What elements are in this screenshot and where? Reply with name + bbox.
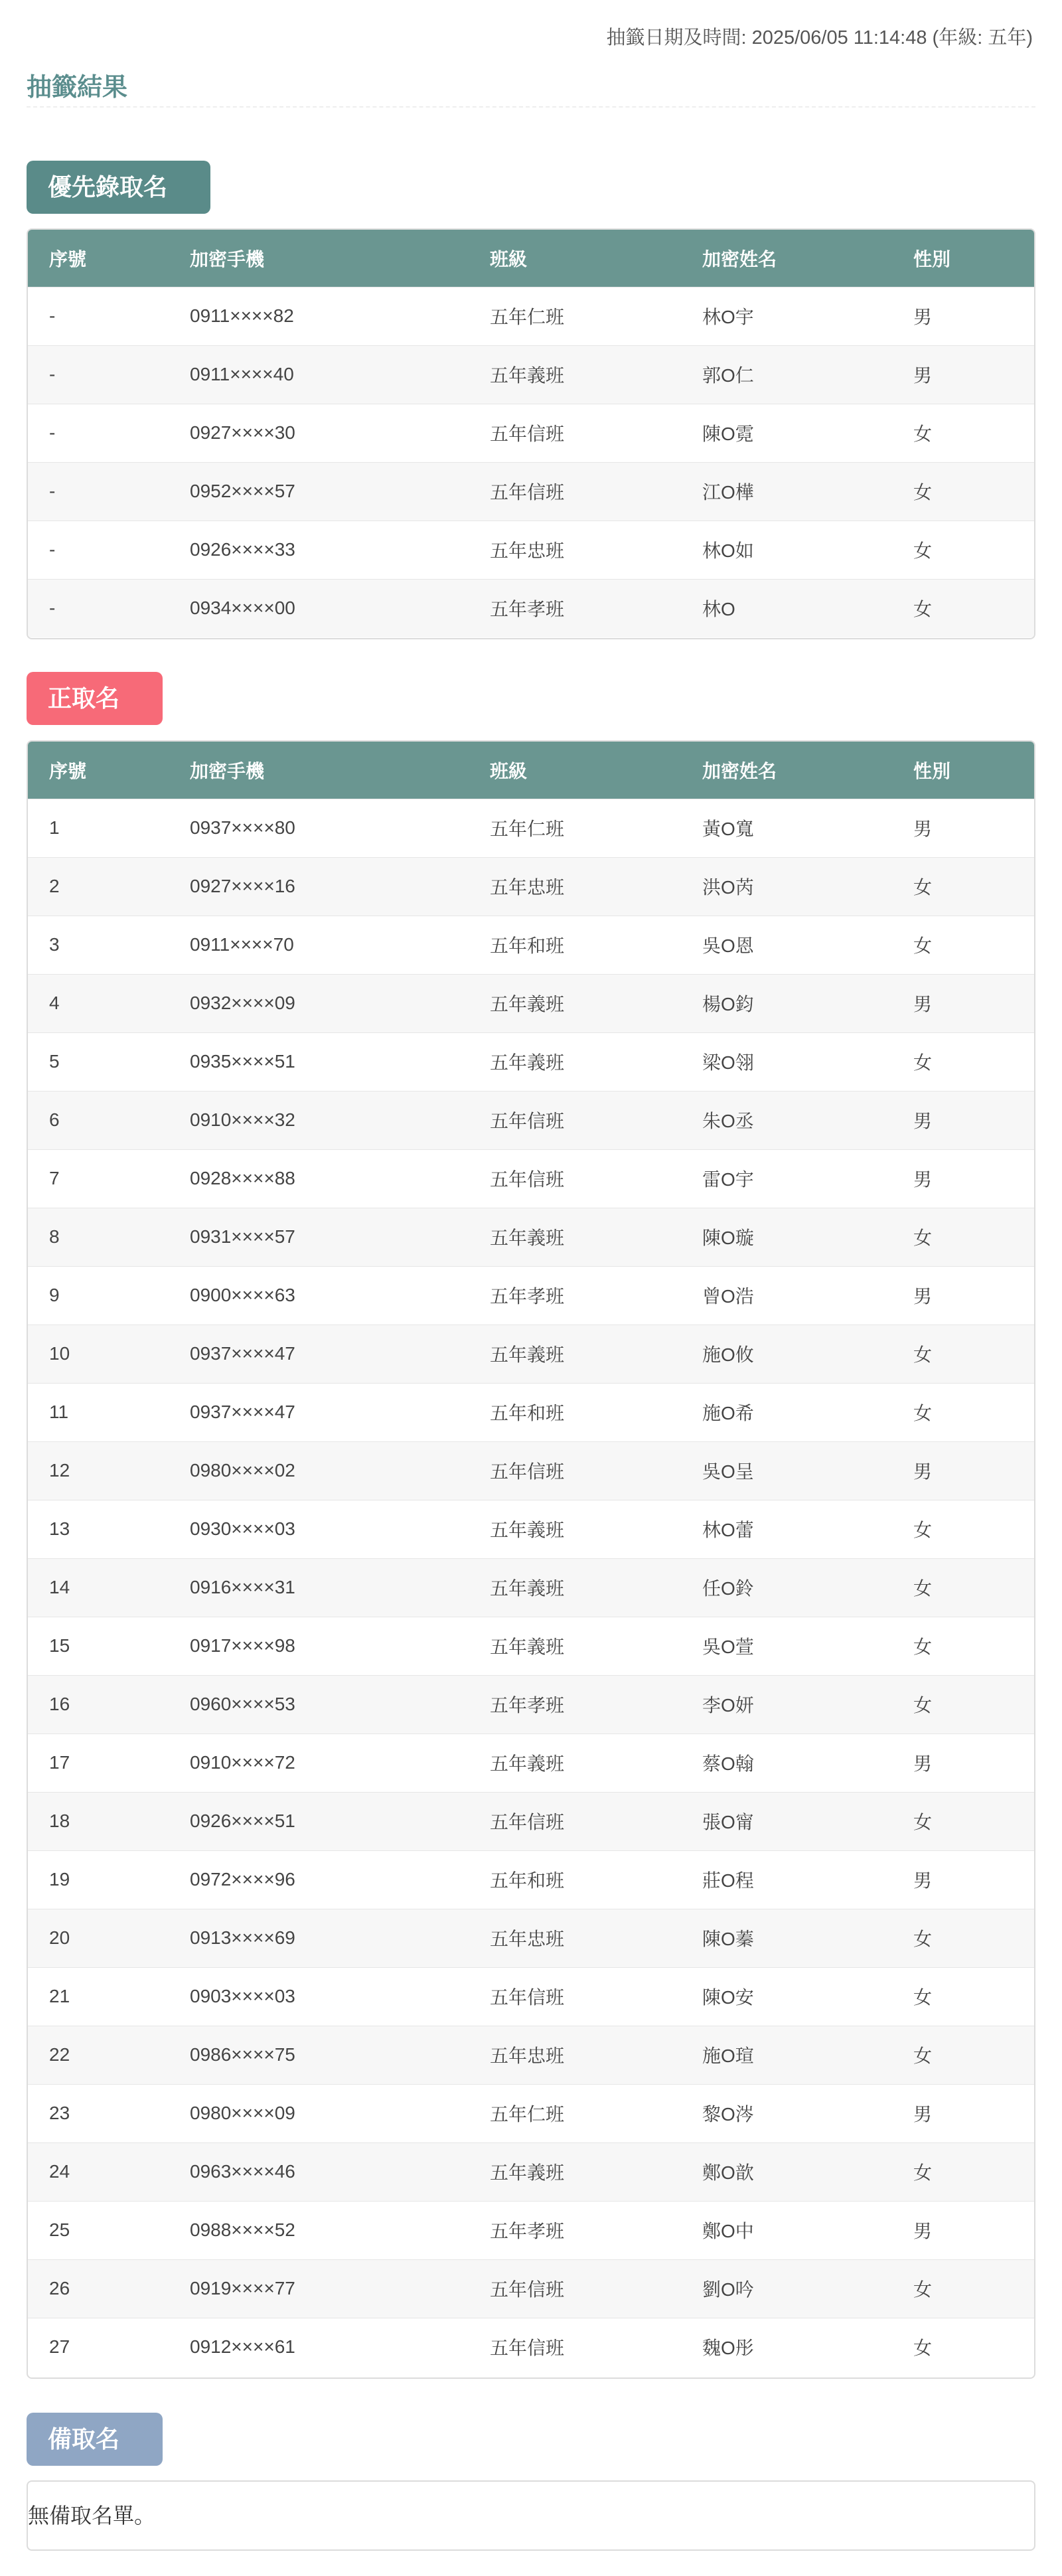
gender-cell: 男: [913, 1111, 933, 1131]
class-cell: 五年信班: [490, 1111, 565, 1131]
table-row: [28, 462, 1034, 521]
table-row: [28, 1909, 1034, 1967]
gender-cell: 女: [913, 599, 933, 620]
class-cell: 五年和班: [490, 935, 565, 956]
name-cell: 黃O寬: [702, 819, 754, 839]
priority-table-card: [27, 228, 1035, 639]
table-row: [28, 1733, 1034, 1792]
name-cell: 陳O霓: [702, 424, 754, 444]
number-cell: 1: [49, 817, 60, 838]
name-cell: 林O如: [702, 540, 754, 561]
gender-cell: 男: [913, 307, 933, 327]
number-cell: 5: [49, 1051, 60, 1072]
table-row: [28, 1208, 1034, 1266]
class-cell: 五年義班: [490, 1753, 565, 1774]
phone-cell: 0911××××40: [190, 364, 294, 384]
name-cell: 吳O恩: [702, 935, 754, 956]
gender-cell: 女: [913, 540, 933, 561]
phone-cell: 0935××××51: [190, 1051, 295, 1072]
class-cell: 五年信班: [490, 2338, 565, 2359]
table-row: [28, 2259, 1034, 2318]
number-cell: -: [49, 422, 56, 443]
phone-cell: 0931××××57: [190, 1226, 295, 1247]
class-cell: 五年忠班: [490, 2046, 565, 2066]
name-cell: 李O妍: [702, 1695, 754, 1716]
phone-cell: 0988××××52: [190, 2219, 295, 2240]
phone-cell: 0972××××96: [190, 1869, 295, 1890]
name-cell: 陳O安: [702, 1987, 754, 2008]
number-cell: 13: [49, 1518, 70, 1539]
gender-cell: 男: [913, 1286, 933, 1307]
class-cell: 五年義班: [490, 365, 565, 386]
table-row: [28, 1032, 1034, 1091]
class-cell: 五年和班: [490, 1403, 565, 1423]
phone-cell: 0916××××31: [190, 1577, 295, 1597]
admitted-list-label: 正取名: [27, 672, 163, 725]
class-cell: 五年孝班: [490, 599, 565, 620]
phone-cell: 0913××××69: [190, 1927, 295, 1948]
waitlist-label: 備取名單: [27, 2413, 163, 2466]
name-cell: 任O鈴: [702, 1578, 754, 1599]
class-cell: 五年忠班: [490, 540, 565, 561]
name-cell: 劉O吟: [702, 2279, 754, 2300]
column-header-number: 序號: [49, 760, 87, 781]
name-cell: 蔡O翰: [702, 1753, 754, 1774]
class-cell: 五年和班: [490, 1870, 565, 1891]
name-cell: 朱O丞: [702, 1111, 754, 1131]
class-cell: 五年仁班: [490, 2104, 565, 2125]
table-row: [28, 1792, 1034, 1850]
name-cell: 梁O翎: [702, 1052, 754, 1073]
table-row: [28, 404, 1034, 462]
number-cell: 8: [49, 1226, 60, 1247]
class-cell: 五年義班: [490, 1052, 565, 1073]
class-cell: 五年信班: [490, 482, 565, 503]
number-cell: 18: [49, 1811, 70, 1831]
gender-cell: 女: [913, 1520, 933, 1540]
class-cell: 五年忠班: [490, 877, 565, 898]
phone-cell: 0911××××82: [190, 305, 294, 326]
number-cell: 11: [49, 1402, 69, 1422]
name-cell: 鄭O歆: [702, 2162, 754, 2183]
name-cell: 施O瑄: [702, 2046, 754, 2066]
table-row: [28, 1091, 1034, 1149]
phone-cell: 0934××××00: [190, 598, 295, 619]
table-row: [28, 287, 1034, 345]
phone-cell: 0926××××33: [190, 539, 295, 560]
name-cell: 鄭O中: [702, 2221, 754, 2241]
waitlist-empty-message: 無備取名單。: [27, 2480, 1035, 2551]
number-cell: 10: [49, 1343, 70, 1364]
table-row: [28, 799, 1034, 857]
title-divider: [27, 106, 1035, 108]
name-cell: 張O甯: [702, 1812, 754, 1832]
phone-cell: 0937××××80: [190, 817, 295, 838]
number-cell: 7: [49, 1168, 60, 1188]
gender-cell: 女: [913, 1695, 933, 1716]
gender-cell: 男: [913, 2221, 933, 2241]
gender-cell: 女: [913, 1987, 933, 2008]
gender-cell: 女: [913, 1812, 933, 1832]
class-cell: 五年孝班: [490, 1695, 565, 1716]
table-row: [28, 974, 1034, 1032]
gender-cell: 女: [913, 877, 933, 898]
table-row: [28, 1266, 1034, 1325]
table-row: [28, 1149, 1034, 1208]
phone-cell: 0919××××77: [190, 2278, 295, 2298]
phone-cell: 0937××××47: [190, 1402, 295, 1422]
number-cell: 4: [49, 993, 60, 1013]
table-row: [28, 1325, 1034, 1383]
table-row: [28, 857, 1034, 916]
table-row: [28, 1383, 1034, 1441]
number-cell: -: [49, 539, 56, 560]
table-row: [28, 2026, 1034, 2084]
phone-cell: 0960××××53: [190, 1694, 295, 1714]
column-header-phone: 加密手機: [190, 248, 265, 270]
table-row: [28, 579, 1034, 637]
gender-cell: 男: [913, 365, 933, 386]
number-cell: 3: [49, 934, 60, 955]
number-cell: 19: [49, 1869, 70, 1890]
admitted-table-card: [27, 740, 1035, 2379]
phone-cell: 0980××××09: [190, 2103, 295, 2123]
gender-cell: 女: [913, 1929, 933, 1949]
phone-cell: 0980××××02: [190, 1460, 295, 1481]
class-cell: 五年義班: [490, 1637, 565, 1657]
priority-table: [28, 230, 1034, 637]
name-cell: 陳O蓁: [702, 1929, 754, 1949]
name-cell: 吳O呈: [702, 1461, 754, 1482]
table-row: [28, 521, 1034, 579]
column-header-phone: 加密手機: [190, 760, 265, 781]
phone-cell: 0932××××09: [190, 993, 295, 1013]
table-header-row: [28, 742, 1034, 799]
table-row: [28, 1558, 1034, 1617]
phone-cell: 0937××××47: [190, 1343, 295, 1364]
phone-cell: 0963××××46: [190, 2161, 295, 2182]
gender-cell: 女: [913, 1228, 933, 1248]
phone-cell: 0926××××51: [190, 1811, 295, 1831]
draw-timestamp: 抽籤日期及時間: 2025/06/05 11:14:48 (年級: 五年): [606, 27, 1033, 48]
gender-cell: 男: [913, 1461, 933, 1482]
phone-cell: 0927××××16: [190, 876, 295, 896]
number-cell: 20: [49, 1927, 70, 1948]
name-cell: 黎O涔: [702, 2104, 754, 2125]
column-header-gender: 性別: [913, 248, 951, 270]
number-cell: -: [49, 305, 56, 326]
name-cell: 江O樺: [702, 482, 754, 503]
gender-cell: 男: [913, 1870, 933, 1891]
class-cell: 五年忠班: [490, 1929, 565, 1949]
number-cell: 16: [49, 1694, 70, 1714]
table-row: [28, 916, 1034, 974]
number-cell: -: [49, 364, 56, 384]
gender-cell: 女: [913, 2338, 933, 2359]
phone-cell: 0910××××32: [190, 1109, 295, 1130]
number-cell: 26: [49, 2278, 70, 2298]
class-cell: 五年信班: [490, 1987, 565, 2008]
gender-cell: 女: [913, 2162, 933, 2183]
name-cell: 施O希: [702, 1403, 754, 1423]
admitted-table: [28, 742, 1034, 2376]
name-cell: 林O蕾: [702, 1520, 754, 1540]
number-cell: 25: [49, 2219, 70, 2240]
table-row: [28, 2318, 1034, 2376]
phone-cell: 0911××××70: [190, 934, 294, 955]
table-row: [28, 2142, 1034, 2201]
gender-cell: 女: [913, 1578, 933, 1599]
table-row: [28, 2084, 1034, 2142]
number-cell: 14: [49, 1577, 70, 1597]
gender-cell: 男: [913, 2104, 933, 2125]
class-cell: 五年信班: [490, 1169, 565, 1190]
gender-cell: 男: [913, 1169, 933, 1190]
gender-cell: 女: [913, 935, 933, 956]
number-cell: -: [49, 481, 56, 501]
phone-cell: 0928××××88: [190, 1168, 295, 1188]
table-row: [28, 1441, 1034, 1500]
number-cell: 17: [49, 1752, 70, 1773]
table-row: [28, 1675, 1034, 1733]
phone-cell: 0903××××03: [190, 1986, 295, 2006]
phone-cell: 0930××××03: [190, 1518, 295, 1539]
name-cell: 郭O仁: [702, 365, 754, 386]
name-cell: 莊O程: [702, 1870, 754, 1891]
class-cell: 五年信班: [490, 2279, 565, 2300]
number-cell: 23: [49, 2103, 70, 2123]
class-cell: 五年義班: [490, 994, 565, 1014]
admitted-table-body: [28, 799, 1034, 2376]
gender-cell: 女: [913, 1403, 933, 1423]
number-cell: 2: [49, 876, 60, 896]
name-cell: 林O宇: [702, 307, 754, 327]
column-header-name: 加密姓名: [702, 760, 777, 781]
gender-cell: 女: [913, 2046, 933, 2066]
gender-cell: 男: [913, 819, 933, 839]
gender-cell: 女: [913, 1052, 933, 1073]
number-cell: 6: [49, 1109, 60, 1130]
gender-cell: 女: [913, 1637, 933, 1657]
table-row: [28, 1967, 1034, 2026]
name-cell: 施O攸: [702, 1344, 754, 1365]
class-cell: 五年孝班: [490, 2221, 565, 2241]
phone-cell: 0900××××63: [190, 1285, 295, 1305]
name-cell: 陳O璇: [702, 1228, 754, 1248]
phone-cell: 0917××××98: [190, 1635, 295, 1656]
number-cell: 27: [49, 2336, 70, 2358]
name-cell: 曾O浩: [702, 1286, 754, 1307]
name-cell: 雷O宇: [702, 1169, 754, 1190]
column-header-number: 序號: [49, 248, 87, 270]
class-cell: 五年仁班: [490, 819, 565, 839]
phone-cell: 0952××××57: [190, 481, 295, 501]
table-header-row: [28, 230, 1034, 287]
phone-cell: 0910××××72: [190, 1752, 295, 1773]
gender-cell: 女: [913, 1344, 933, 1365]
column-header-name: 加密姓名: [702, 248, 777, 270]
priority-list-label: 優先錄取名: [27, 161, 210, 214]
column-header-class: 班級: [490, 760, 528, 781]
gender-cell: 男: [913, 994, 933, 1014]
phone-cell: 0912××××61: [190, 2336, 295, 2358]
number-cell: 9: [49, 1285, 60, 1305]
number-cell: 21: [49, 1986, 70, 2006]
table-row: [28, 1850, 1034, 1909]
page-title: 抽籤結果: [27, 74, 128, 102]
number-cell: 12: [49, 1460, 70, 1481]
name-cell: 楊O鈞: [702, 994, 754, 1014]
number-cell: 15: [49, 1635, 70, 1656]
column-header-gender: 性別: [913, 760, 951, 781]
name-cell: 吳O萱: [702, 1637, 754, 1657]
phone-cell: 0927××××30: [190, 422, 295, 443]
class-cell: 五年仁班: [490, 307, 565, 327]
name-cell: 林O: [702, 599, 735, 620]
priority-table-body: [28, 287, 1034, 637]
gender-cell: 男: [913, 1753, 933, 1774]
class-cell: 五年信班: [490, 424, 565, 444]
table-row: [28, 2201, 1034, 2259]
class-cell: 五年義班: [490, 2162, 565, 2183]
column-header-class: 班級: [490, 248, 528, 270]
gender-cell: 女: [913, 482, 933, 503]
class-cell: 五年信班: [490, 1461, 565, 1482]
phone-cell: 0986××××75: [190, 2044, 295, 2065]
class-cell: 五年信班: [490, 1812, 565, 1832]
class-cell: 五年義班: [490, 1520, 565, 1540]
table-row: [28, 345, 1034, 404]
class-cell: 五年義班: [490, 1228, 565, 1248]
table-row: [28, 1617, 1034, 1675]
table-row: [28, 1500, 1034, 1558]
number-cell: -: [49, 598, 56, 619]
class-cell: 五年義班: [490, 1578, 565, 1599]
class-cell: 五年孝班: [490, 1286, 565, 1307]
name-cell: 魏O彤: [702, 2338, 754, 2359]
class-cell: 五年義班: [490, 1344, 565, 1365]
gender-cell: 女: [913, 424, 933, 444]
number-cell: 22: [49, 2044, 70, 2065]
number-cell: 24: [49, 2161, 70, 2182]
name-cell: 洪O芮: [702, 877, 754, 898]
gender-cell: 女: [913, 2279, 933, 2300]
